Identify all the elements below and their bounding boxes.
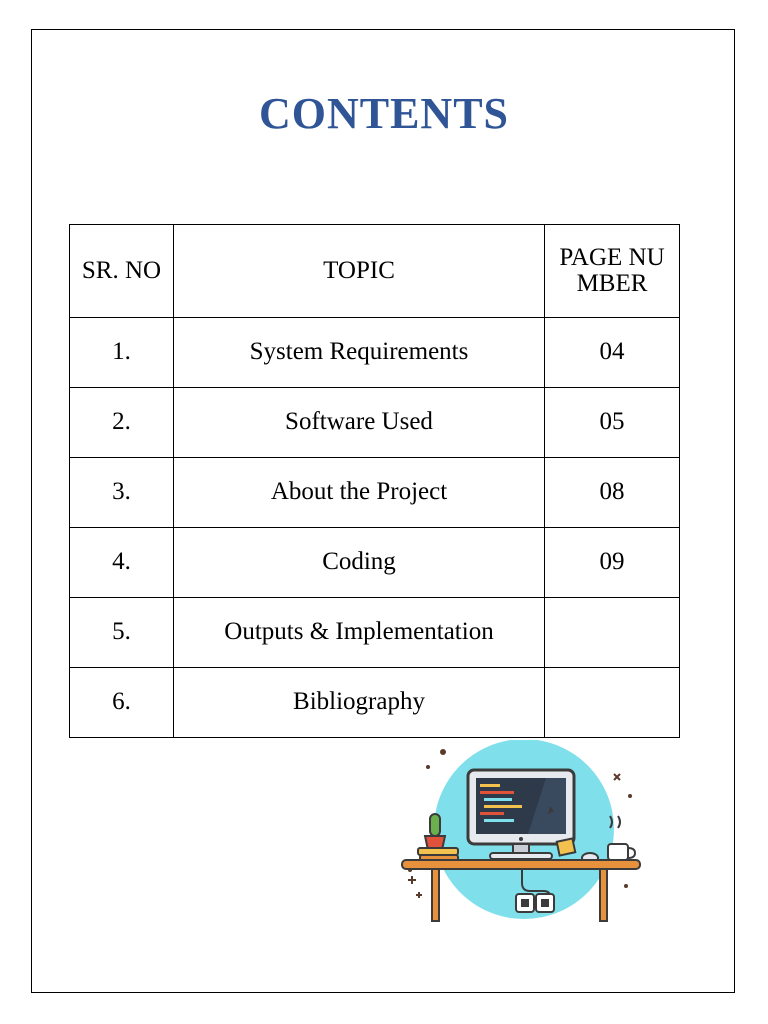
table-header-row [70, 225, 680, 318]
table-row [70, 318, 680, 388]
header-page-number: PAGE NUMBER [545, 225, 680, 318]
table-row [70, 598, 680, 668]
row-sr-no: 6. [70, 668, 174, 738]
row-sr-no: 1. [70, 318, 174, 388]
computer-desk-icon [398, 740, 648, 930]
table-row [70, 458, 680, 528]
row-page [545, 668, 680, 738]
row-page [545, 598, 680, 668]
table-row [70, 528, 680, 598]
row-topic: System Requirements [174, 318, 545, 388]
table-row [70, 388, 680, 458]
contents-table [69, 224, 680, 738]
table-row [70, 668, 680, 738]
row-page: 05 [545, 388, 680, 458]
row-sr-no: 5. [70, 598, 174, 668]
header-topic: TOPIC [174, 225, 545, 318]
row-page: 04 [545, 318, 680, 388]
row-topic: Bibliography [174, 668, 545, 738]
page-title: CONTENTS [258, 89, 510, 138]
row-sr-no: 4. [70, 528, 174, 598]
row-sr-no: 3. [70, 458, 174, 528]
row-page: 09 [545, 528, 680, 598]
row-topic: Outputs & Implementation [174, 598, 545, 668]
header-sr-no: SR. NO [70, 225, 174, 318]
row-topic: Software Used [174, 388, 545, 458]
row-sr-no: 2. [70, 388, 174, 458]
row-topic: Coding [174, 528, 545, 598]
row-page: 08 [545, 458, 680, 528]
row-topic: About the Project [174, 458, 545, 528]
